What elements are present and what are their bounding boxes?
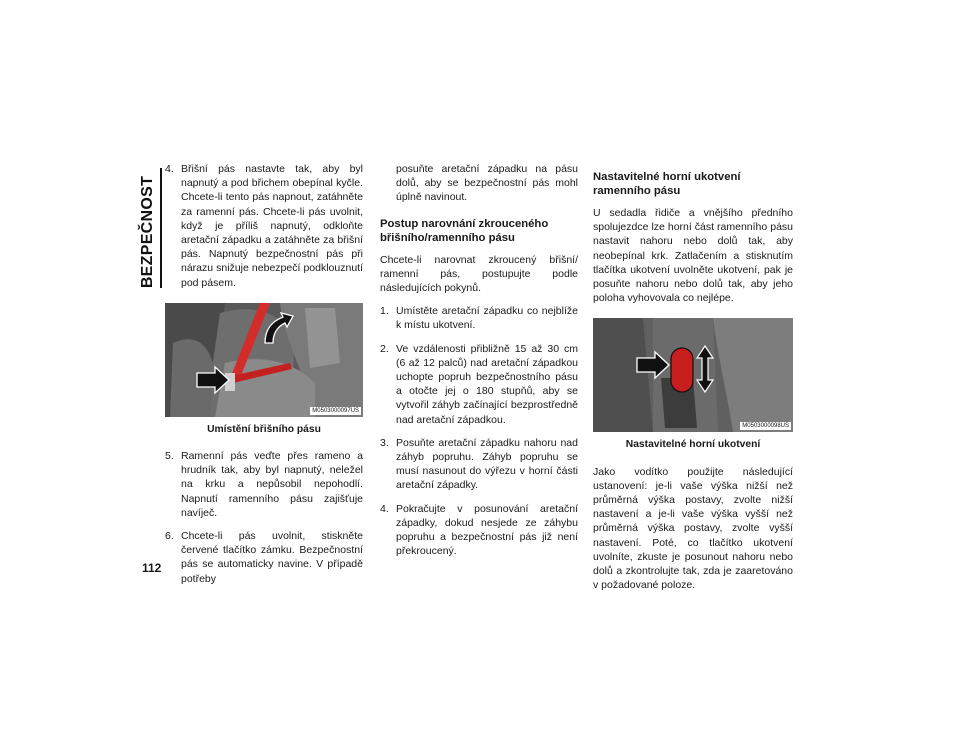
item-text: Umístěte aretační západku co nejblíže k místu ukotvení.	[396, 305, 578, 332]
item-text: Břišní pás nastavte tak, aby byl napnutý a pod břichem obepínal kyčle. Chcete-li tento pás napnout, zatáhněte za ramenní pás. Chcete-li pás uvolnit, když je příliš napnutý, odkloňte aretační západku a zatáhněte za břišní pás. Napnutý bezpečnostní pás při nárazu snižuje nebezpečí podklouznutí pod pásem.	[181, 163, 363, 289]
section-heading: Postup narovnání zkrouceného břišního/ramenního pásu	[380, 217, 549, 244]
column-3	[593, 162, 793, 601]
paragraph-1: U sedadla řidiče a vnějšího předního spolujezdce lze horní část ramenního pásu nastavit nahoru nebo dolů tak, aby neobepínal krk. Zatlačením a stisknutím tlačítka ukotvení uvolněte ukotvení, pak je posuňte nahoru nebo dolů tak, aby jeho poloha vyhovovala co nejlépe.	[593, 207, 793, 305]
section-tab	[139, 172, 157, 292]
list-item-4	[380, 502, 578, 559]
intro-paragraph: Chcete-li narovnat zkroucený břišní/ ramenní pás, postupujte podle následujících pokynů.	[380, 253, 578, 295]
list-item-5	[165, 449, 363, 520]
column-1	[165, 162, 363, 595]
item-number: 6.	[165, 530, 174, 543]
section-title: BEZPEČNOST	[139, 175, 156, 289]
continuation-text: posuňte aretační západku na pásu dolů, aby se bezpečnostní pás mohl úplně navinout.	[396, 163, 578, 204]
figure-caption: Nastavitelné horní ukotvení	[625, 439, 761, 451]
item-text: Posuňte aretační západku nahoru nad záhyb popruhu. Záhyb popruhu se musí nasunout do výřezu v horní části aretační západky.	[396, 436, 578, 492]
list-item-1	[380, 304, 578, 332]
figure-code: M0503000097US	[312, 407, 359, 414]
item-number: 1.	[380, 305, 389, 318]
list-item-6	[165, 529, 363, 586]
item-text: Ve vzdálenosti přibližně 15 až 30 cm (6 až 12 palců) nad aretační západkou uchopte popruh bezpečnostního pásu a otočte jej o 180 stupňů, aby se vytvořil záhyb začínající bezprostředně nad aretační západkou.	[396, 342, 578, 426]
item-text: Ramenní pás veďte přes rameno a hrudník tak, aby byl napnutý, neležel na krku a nepůsobil nepohodlí. Napnutí ramenního pásu zajišťuje navíječ.	[181, 450, 363, 519]
item-text: Chcete-li pás uvolnit, stiskněte červené tlačítko zámku. Bezpečnostní pás se automaticky navine. V případě potřeby	[181, 530, 363, 585]
list-item-4	[165, 162, 363, 290]
page-number: 112	[142, 561, 162, 575]
item-number: 4.	[380, 502, 389, 515]
column-2	[380, 162, 578, 567]
item-number: 2.	[380, 342, 389, 355]
anchor-figure	[593, 318, 793, 432]
list-item-3	[380, 436, 578, 493]
item-number: 5.	[165, 450, 174, 463]
anchor-illustration	[593, 318, 793, 432]
section-heading: Nastavitelné horní ukotvení ramenního pásu	[593, 171, 741, 197]
section-rule	[160, 168, 162, 288]
figure-code: M0503000098US	[742, 423, 789, 430]
figure-caption: Umístění břišního pásu	[207, 423, 321, 435]
list-item-2	[380, 342, 578, 427]
item-number: 4.	[165, 163, 174, 175]
item-number: 3.	[380, 436, 389, 449]
item-text: Pokračujte v posunování aretační západky, dokud nesjede ze záhybu popruhu a bezpečnostní pás již není překroucený.	[396, 502, 578, 558]
paragraph-2: Jako vodítko použijte následující ustanovení: je-li vaše výška nižší než průměrná výška postavy, zvolte nižší nastavení a je-li vaše výška vyšší než průměrná výška postavy, zvolte vyšší nastavení. Poté, co tlačítko ukotvení uvolníte, zkuste je posunout nahoru nebo dolů a zkontrolujte tak, zda je zaaretováno v požadované poloze.	[593, 465, 793, 592]
lap-belt-figure	[165, 303, 363, 417]
lap-belt-illustration	[165, 303, 363, 417]
